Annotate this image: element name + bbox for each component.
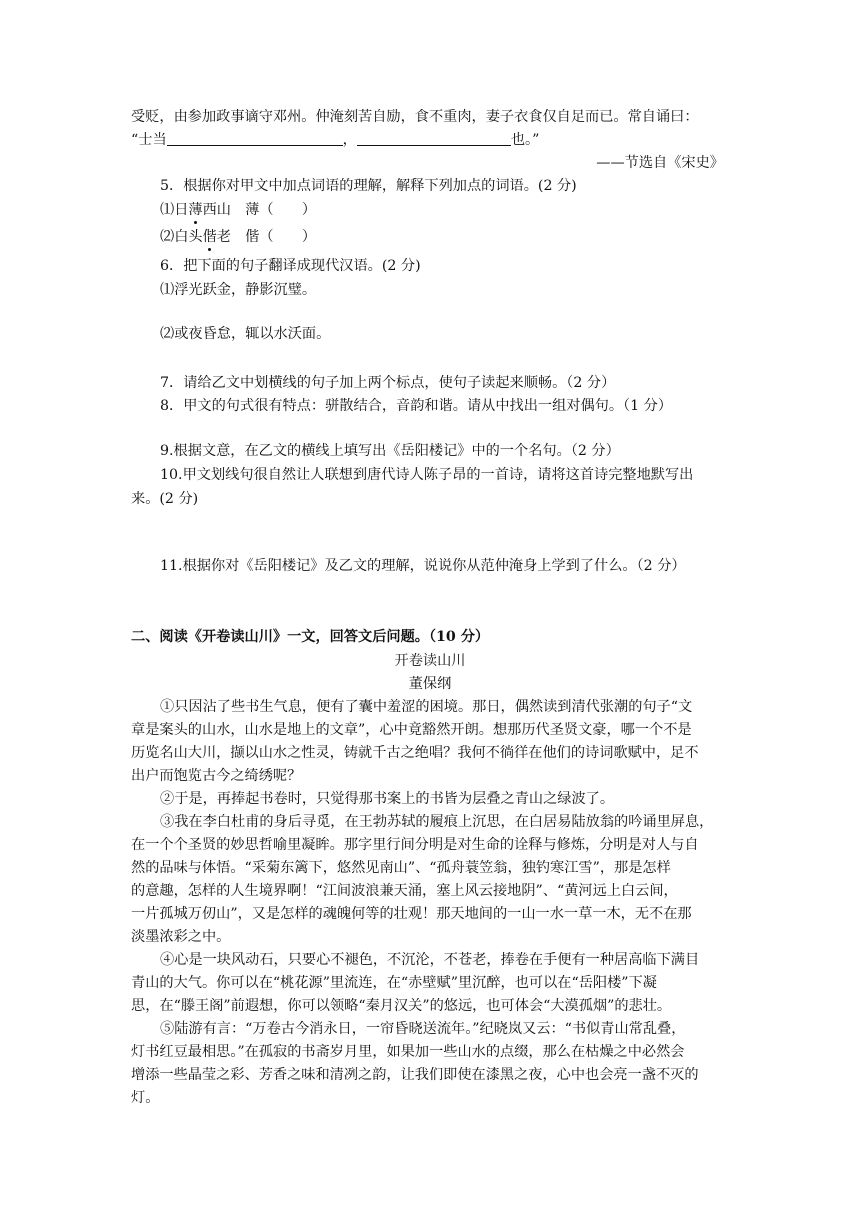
article-line: ②于是，再捧起书卷时，只觉得那书案上的书皆为层叠之青山之绿波了。 — [160, 791, 615, 807]
article-line: 然的品味与体悟。“采菊东篱下，悠然见南山”、“孤舟蓑笠翁，独钓寒江雪”，那是怎样 — [131, 860, 671, 876]
article-line: 增添一些晶莹之彩、芳香之味和清冽之韵，让我们即使在漆黑之夜，心中也会亮一盏不灭的 — [131, 1067, 699, 1083]
q5-stem: 5．根据你对甲文中加点词语的理解，解释下列加点的词语。(2 分) — [160, 178, 577, 194]
q10-line-1: 10.甲文划线句很自然让人联想到唐代诗人陈子昂的一首诗，请将这首诗完整地默写出 — [160, 467, 694, 483]
q7: 7．请给乙文中划横线的句子加上两个标点，使句子读起来顺畅。（2 分） — [160, 375, 616, 391]
article-line: 淡墨浓彩之中。 — [131, 929, 231, 945]
q5-item-2-post: 老 偕（ ） — [216, 229, 317, 245]
article-line: ①只因沾了些书生气息，便有了囊中羞涩的困境。那日，偶然读到清代张潮的句子“文 — [160, 699, 693, 715]
yi-text-quote-line — [131, 130, 539, 150]
article-line: 一片孤城万仞山”，又是怎样的魂魄何等的壮观！那天地间的一山一水一草一木，无不在那 — [131, 906, 692, 922]
q8: 8．甲文的句式很有特点：骈散结合，音韵和谐。请从中找出一组对偶句。（1 分） — [160, 398, 673, 414]
quote-comma: ， — [342, 132, 357, 148]
q9: 9.根据文意，在乙文的横线上填写出《岳阳楼记》中的一个名句。（2 分） — [160, 443, 620, 459]
dotted-word-bo: 薄 — [188, 202, 203, 218]
article-line: 思，在“滕王阁”前遐想，你可以领略“秦月汉关”的悠远，也可体会“大漠孤烟”的悲壮。 — [131, 998, 672, 1014]
q5-item-1-pre: ⑴日 — [160, 202, 189, 218]
dotted-word-xie: 偕 — [202, 229, 217, 245]
article-line: ⑤陆游有言：“万卷古今消永日，一帘昏晓送流年。”纪晓岚又云：“书似青山常乱叠， — [160, 1021, 686, 1037]
q5-item-2-pre: ⑵白头 — [160, 229, 203, 245]
answer-blank-2[interactable] — [357, 131, 511, 146]
article-line: 青山的大气。你可以在“桃花源”里流连，在“赤壁赋”里沉醉，也可以在“岳阳楼”下凝 — [131, 975, 657, 991]
article-line: 灯。 — [131, 1090, 160, 1106]
answer-blank-1[interactable] — [167, 131, 343, 146]
q5-item-1-post: 西山 薄（ ） — [202, 202, 317, 218]
article-line: 灯书红豆最相思。”在孤寂的书斋岁月里，如果加一些山水的点缀，那么在枯燥之中必然会 — [131, 1044, 685, 1060]
article-line: 的意趣，怎样的人生境界啊！“江间波浪兼天涌，塞上风云接地阴”、“黄河远上白云间， — [131, 883, 678, 899]
article-line: ③我在李白杜甫的身后寻觅，在王勃苏轼的履痕上沉思，在白居易陆放翁的吟诵里屏息， — [160, 814, 714, 830]
article-author: 董保纲 — [408, 676, 452, 692]
q10-line-2: 来。(2 分) — [131, 491, 199, 507]
q6-stem: 6．把下面的句子翻译成现代汉语。(2 分) — [160, 258, 421, 274]
q5-item-1 — [160, 200, 316, 220]
q11: 11.根据你对《岳阳楼记》及乙文的理解，说说你从范仲淹身上学到了什么。（2 分） — [160, 558, 686, 574]
q6-sentence-2: ⑵或夜昏怠，辄以水沃面。 — [160, 326, 331, 342]
yi-text-source: ——节选自《宋史》 — [596, 155, 724, 171]
article-line: 出户而饱览古今之绮绣呢？ — [131, 768, 302, 784]
article-line: 历览名山大川，撷以山水之性灵，铸就千古之绝唱？我何不徜徉在他们的诗词歌赋中，足不 — [131, 745, 699, 761]
quote-open: “士当 — [131, 132, 167, 148]
article-line: ④心是一块风动石，只要心不褪色，不沉沦，不苍老，捧卷在手便有一种居高临下满目 — [160, 952, 700, 968]
article-title: 开卷读山川 — [394, 653, 466, 669]
quote-close: 也。” — [510, 132, 540, 148]
q6-sentence-1: ⑴浮光跃金，静影沉璧。 — [160, 282, 317, 298]
yi-text-line-1: 受贬，由参加政事谪守邓州。仲淹刻苦自励，食不重肉，妻子衣食仅自足而已。常自诵曰： — [131, 109, 699, 125]
q5-item-2 — [160, 227, 316, 247]
article-line: 在一个个圣贤的妙思哲喻里凝眸。那字里行间分明是对生命的诠释与修炼，分明是对人与自 — [131, 837, 699, 853]
article-line: 章是案头的山水，山水是地上的文章”，心中竟豁然开朗。想那历代圣贤文豪，哪一个不是 — [131, 722, 692, 738]
section-2-heading: 二、阅读《开卷读山川》一文，回答文后问题。（10 分） — [131, 629, 490, 645]
